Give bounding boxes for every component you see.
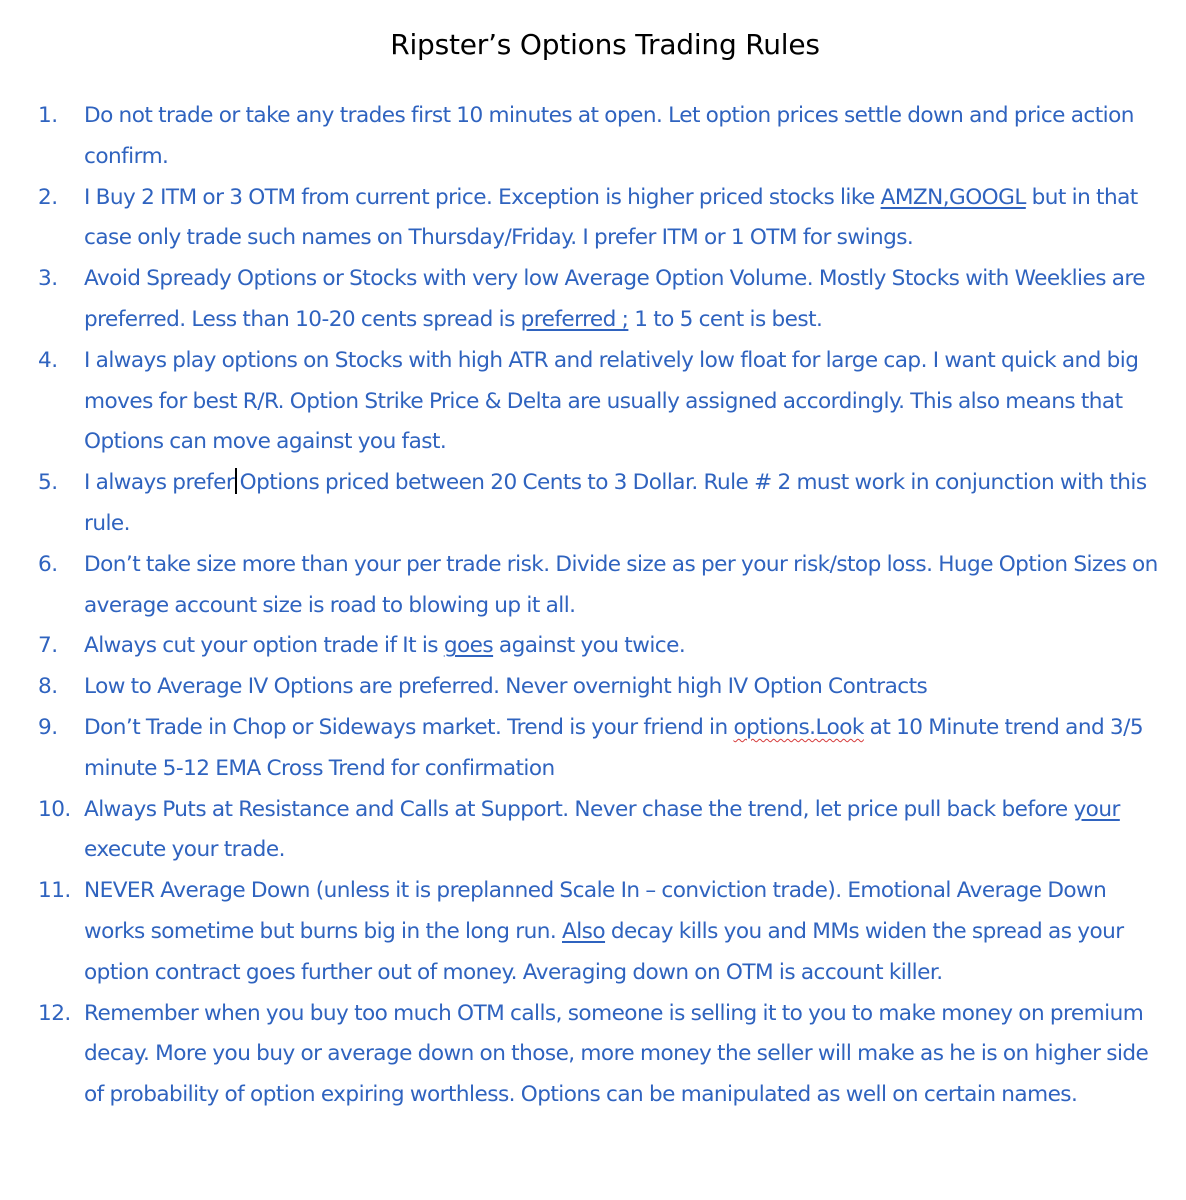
document-title: Ripster’s Options Trading Rules bbox=[390, 28, 820, 61]
rule-number: 1. bbox=[38, 103, 58, 128]
rule-5 bbox=[0, 463, 1186, 545]
rule-text: I Buy 2 ITM or 3 OTM from current price. Exception is higher priced stocks like bbox=[84, 184, 881, 210]
rule-text: I always prefer bbox=[84, 470, 235, 496]
rule-number: 4. bbox=[38, 347, 58, 373]
rule-text: Always cut your option trade if It is bbox=[84, 633, 444, 659]
rule-6 bbox=[0, 545, 1186, 627]
rule-number: 8. bbox=[38, 674, 58, 700]
rule-3 bbox=[0, 259, 1186, 341]
rule-number: 9. bbox=[38, 714, 58, 740]
rule-1 bbox=[0, 96, 1186, 178]
rule-text: decay kills you and MMs widen the spread as your option contract goes further out of money. Averaging down on OTM is account killer. bbox=[84, 918, 1124, 985]
rule-number: 6. bbox=[38, 551, 58, 577]
rule-number: 3. bbox=[38, 266, 58, 292]
spellcheck-flagged-text: options.Look bbox=[733, 714, 864, 740]
rule-4 bbox=[0, 341, 1186, 463]
rule-number: 10. bbox=[38, 796, 71, 822]
underlined-text: goes bbox=[443, 633, 494, 659]
underlined-text: preferred ; bbox=[520, 306, 629, 332]
underlined-text: Also bbox=[562, 918, 606, 944]
rule-text: execute your trade. bbox=[84, 837, 285, 863]
rule-text: Avoid Spready Options or Stocks with very low Average Option Volume. Mostly Stocks with Weeklies are preferred. Less than 10-20 cents spread is bbox=[84, 266, 1146, 332]
rule-text: Do not trade or take any trades first 10 minutes at open. Let option prices settle down and price action confirm. bbox=[84, 103, 1134, 169]
rule-9 bbox=[0, 708, 1186, 790]
rule-number: 12. bbox=[38, 1000, 71, 1026]
rule-2 bbox=[0, 178, 1186, 260]
rule-text: 1 to 5 cent is best. bbox=[628, 306, 823, 332]
rule-text: Don’t take size more than your per trade risk. Divide size as per your risk/stop loss. Huge Option Sizes on average account size is road to blowing up it all. bbox=[84, 551, 1158, 618]
rule-text: Don’t Trade in Chop or Sideways market. Trend is your friend in bbox=[84, 714, 734, 740]
rule-text: against you twice. bbox=[493, 633, 686, 659]
rule-text: Options priced between 20 Cents to 3 Dollar. Rule # 2 must work in conjunction with this rule. bbox=[84, 470, 1147, 536]
rule-text: NEVER Average Down (unless it is preplanned Scale In – conviction trade). Emotional Average Down works sometime but burns big in the long run. bbox=[84, 878, 1107, 944]
rule-text: I always play options on Stocks with high ATR and relatively low float for large cap. I want quick and big moves for best R/R. Option Strike Price & Delta are usually assigned accordingly. This also means that Options can move against you fast. bbox=[84, 347, 1139, 455]
rule-10 bbox=[0, 790, 1186, 872]
rule-text: Remember when you buy too much OTM calls, someone is selling it to you to make money on premium decay. More you buy or average down on those, more money the seller will make as he is on higher side of probability of option expiring worthless. Options can be manipulated as well on certain names. bbox=[84, 1000, 1149, 1108]
rule-7 bbox=[0, 626, 1186, 667]
rule-text: Low to Average IV Options are preferred. Never overnight high IV Option Contracts bbox=[84, 674, 928, 700]
rule-number: 2. bbox=[38, 184, 58, 210]
rule-text: Always Puts at Resistance and Calls at Support. Never chase the trend, let price pull back before bbox=[84, 796, 1074, 822]
rule-text: but in that case only trade such names on Thursday/Friday. I prefer ITM or 1 OTM for swings. bbox=[84, 184, 1138, 251]
rule-12 bbox=[0, 994, 1186, 1116]
rule-number: 11. bbox=[38, 878, 71, 904]
underlined-text: AMZN,GOOGL bbox=[880, 184, 1026, 210]
rules-list bbox=[0, 96, 1186, 1116]
underlined-text: your bbox=[1073, 796, 1120, 822]
rule-8 bbox=[0, 667, 1186, 708]
rule-text: at 10 Minute trend and 3/5 minute 5-12 EMA Cross Trend for confirmation bbox=[84, 714, 1144, 781]
rule-number: 7. bbox=[38, 633, 58, 659]
rule-number: 5. bbox=[38, 470, 58, 496]
text-cursor bbox=[235, 468, 237, 494]
rule-11 bbox=[0, 871, 1186, 993]
